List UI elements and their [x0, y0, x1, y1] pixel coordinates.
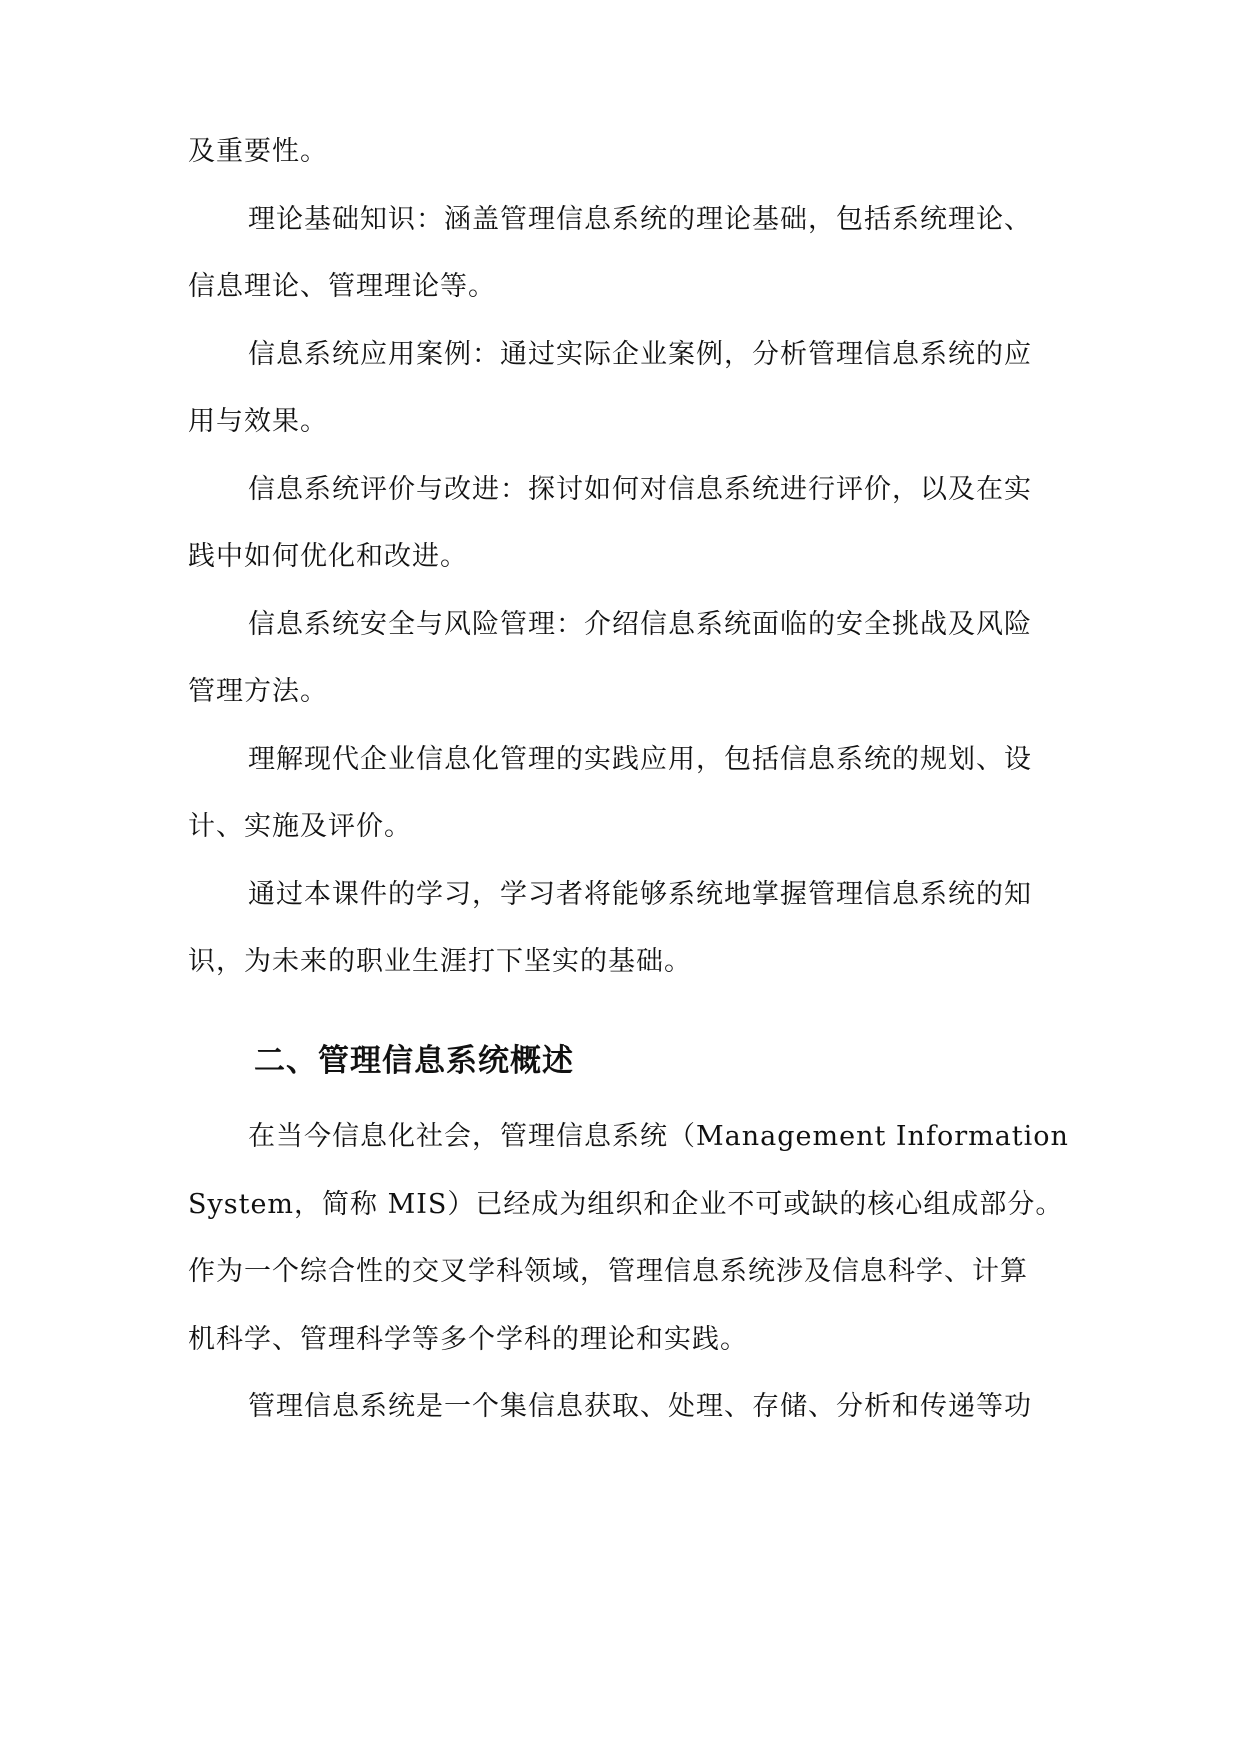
text-line: 管理方法。	[188, 676, 328, 707]
text-line: 用与效果。	[188, 406, 328, 437]
text-line: 在当今信息化社会，管理信息系统（Management Information	[248, 1121, 1069, 1152]
text-line: 计、实施及评价。	[188, 811, 412, 842]
text-line: 理解现代企业信息化管理的实践应用，包括信息系统的规划、设	[248, 744, 1032, 775]
text-line: 信息理论、管理理论等。	[188, 271, 496, 302]
section-heading: 二、管理信息系统概述	[254, 1043, 574, 1079]
text-line: 作为一个综合性的交叉学科领域，管理信息系统涉及信息科学、计算	[188, 1256, 1028, 1287]
text-line: 通过本课件的学习，学习者将能够系统地掌握管理信息系统的知	[248, 879, 1032, 910]
text-line: 机科学、管理科学等多个学科的理论和实践。	[188, 1324, 748, 1355]
text-line: 信息系统安全与风险管理：介绍信息系统面临的安全挑战及风险	[248, 609, 1032, 640]
text-line: 践中如何优化和改进。	[188, 541, 468, 572]
text-line: 理论基础知识：涵盖管理信息系统的理论基础，包括系统理论、	[248, 204, 1032, 235]
text-line: 信息系统评价与改进：探讨如何对信息系统进行评价，以及在实	[248, 474, 1032, 505]
text-line: 识，为未来的职业生涯打下坚实的基础。	[188, 946, 692, 977]
text-line: 管理信息系统是一个集信息获取、处理、存储、分析和传递等功	[248, 1391, 1032, 1422]
text-line: 信息系统应用案例：通过实际企业案例，分析管理信息系统的应	[248, 339, 1032, 370]
text-line: 及重要性。	[188, 136, 328, 167]
text-line: System，简称 MIS）已经成为组织和企业不可或缺的核心组成部分。	[188, 1189, 1064, 1220]
